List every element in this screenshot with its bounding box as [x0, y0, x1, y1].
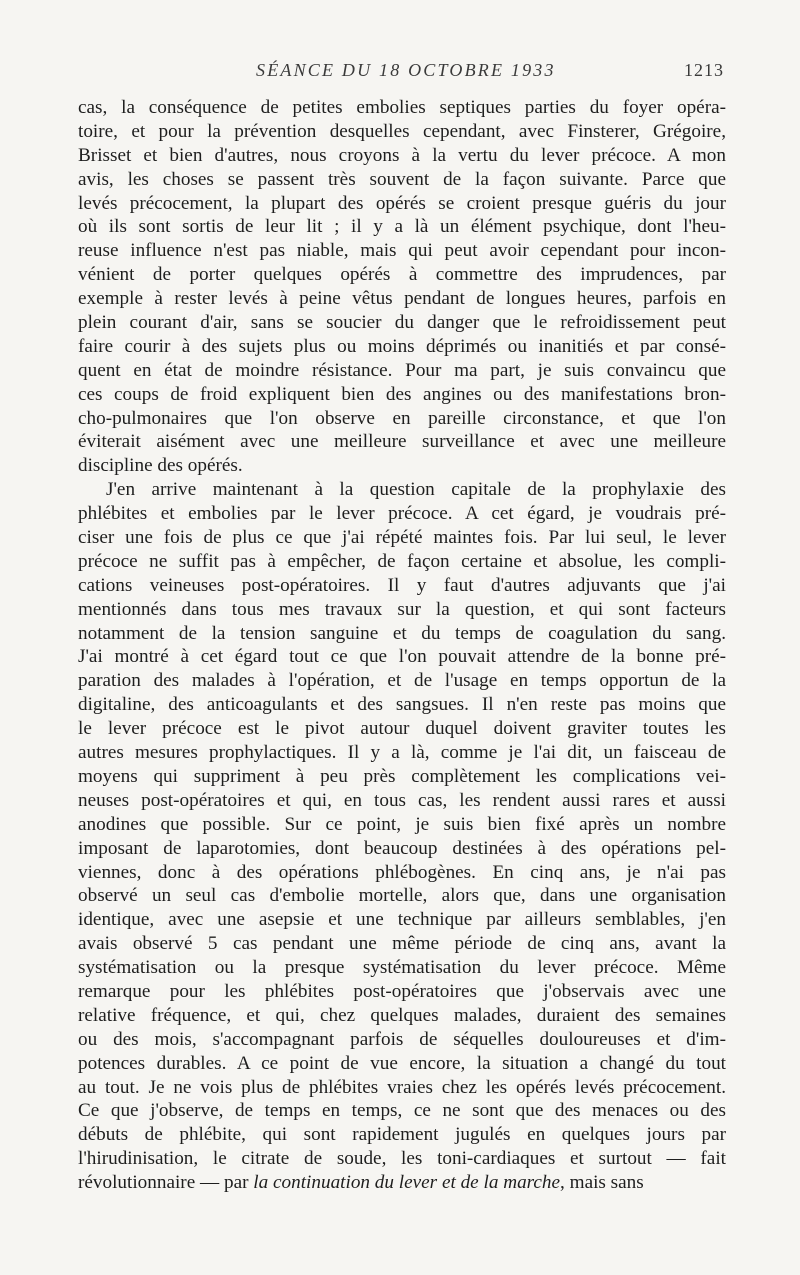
text-line: faire courir à des sujets plus ou moins déprimés ou inanitiés et par consé- — [78, 335, 726, 357]
final-line-after: , mais sans — [560, 1172, 644, 1194]
text-line: ou des mois, s'accompagnant parfois de séquelles douloureuses et d'im- — [78, 1028, 726, 1050]
body-text — [78, 96, 726, 1195]
text-line: remarque pour les phlébites post-opératoires que j'observais avec une — [78, 980, 726, 1002]
text-line: levés précocement, la plupart des opérés se croient presque guéris du jour — [78, 192, 726, 214]
italic-phrase: la continuation du lever et de la marche — [253, 1172, 561, 1194]
paragraph-2 — [78, 478, 726, 1171]
text-line: cho-pulmonaires que l'on observe en pareille circonstance, et que l'on — [78, 407, 726, 429]
text-line: J'en arrive maintenant à la question capitale de la prophylaxie des — [106, 479, 726, 501]
text-line: avais observé 5 cas pendant une même période de cinq ans, avant la — [78, 933, 726, 955]
text-line: anodines que possible. Sur ce point, je suis bien fixé après un nombre — [78, 813, 726, 835]
text-line: toire, et pour la prévention desquelles cependant, avec Finsterer, Grégoire, — [78, 120, 726, 142]
text-line: imposant de laparotomies, dont beaucoup destinées à des opérations pel- — [78, 837, 726, 859]
text-line: viennes, donc à des opérations phlébogènes. En cinq ans, je n'ai pas — [78, 861, 726, 883]
text-line: systématisation ou la presque systématisation du lever précoce. Même — [78, 957, 726, 979]
text-line: débuts de phlébite, qui sont rapidement jugulés en quelques jours par — [78, 1124, 726, 1146]
text-line: digitaline, des anticoagulants et des sangsues. Il n'en reste pas moins que — [78, 694, 726, 716]
text-line: paration des malades à l'opération, et de l'usage en temps opportun de la — [78, 670, 726, 692]
text-line: ces coups de froid expliquent bien des angines ou des manifestations bron- — [78, 383, 726, 405]
text-line: précoce ne suffit pas à empêcher, de façon certaine et absolue, les compli- — [78, 550, 726, 572]
text-line: ciser une fois de plus ce que j'ai répété maintes fois. Par lui seul, le lever — [78, 527, 726, 549]
text-line: autres mesures prophylactiques. Il y a là, comme je l'ai dit, un faisceau de — [78, 742, 726, 764]
text-line: notamment de la tension sanguine et du temps de coagulation du sang. — [78, 622, 726, 644]
text-line: au tout. Je ne vois plus de phlébites vraies chez les opérés levés précocement. — [78, 1076, 726, 1098]
text-line: mentionnés dans tous mes travaux sur la question, et qui sont facteurs — [78, 598, 726, 620]
text-line: potences durables. A ce point de vue encore, la situation a changé du tout — [78, 1052, 726, 1074]
text-line: le lever précoce est le pivot autour duquel doivent graviter toutes les — [78, 718, 726, 740]
text-line: éviterait aisément avec une meilleure surveillance et avec une meilleure — [78, 431, 726, 453]
text-line: exemple à rester levés à peine vêtus pendant de longues heures, parfois en — [78, 288, 726, 310]
text-line: relative fréquence, et qui, chez quelques malades, duraient des semaines — [78, 1004, 726, 1026]
paragraph-1 — [78, 96, 726, 478]
text-line: Brisset et bien d'autres, nous croyons à la vertu du lever précoce. A mon — [78, 144, 726, 166]
text-line: cas, la conséquence de petites embolies septiques parties du foyer opéra- — [78, 97, 726, 118]
final-line-before: révolutionnaire — par — [78, 1172, 254, 1194]
text-line: phlébites et embolies par le lever précoce. A cet égard, je voudrais pré- — [78, 503, 726, 525]
text-line: moyens qui suppriment à peu près complètement les complications vei- — [78, 765, 726, 787]
text-line: plein courant d'air, sans se soucier du danger que le refroidissement peut — [78, 312, 726, 334]
text-line: identique, avec une asepsie et une technique par ailleurs semblables, j'en — [78, 909, 726, 931]
text-line: neuses post-opératoires et qui, en tous cas, les rendent aussi rares et aussi — [78, 789, 726, 811]
page-header — [78, 60, 724, 86]
page-number: 1213 — [684, 60, 724, 80]
text-line: l'hirudinisation, le citrate de soude, les toni-cardiaques et surtout — fait — [78, 1148, 726, 1170]
text-line: cations veineuses post-opératoires. Il y faut d'autres adjuvants que j'ai — [78, 574, 726, 596]
text-line: avis, les choses se passent très souvent de la façon suivante. Parce que — [78, 168, 726, 190]
text-line: Ce que j'observe, de temps en temps, ce ne sont que des menaces ou des — [78, 1100, 726, 1122]
text-line: J'ai montré à cet égard tout ce que l'on pouvait attendre de la bonne pré- — [78, 646, 726, 668]
running-head: SÉANCE DU 18 OCTOBRE 1933 — [256, 60, 556, 80]
text-line: observé un seul cas d'embolie mortelle, alors que, dans une organisation — [78, 885, 726, 907]
text-line: vénient de porter quelques opérés à commettre des imprudences, par — [78, 264, 726, 286]
text-line: quent en état de moindre résistance. Pour ma part, je suis convaincu que — [78, 359, 726, 381]
text-line: discipline des opérés. — [78, 455, 243, 477]
text-line: où ils sont sortis de leur lit ; il y a là un élément psychique, dont l'heu- — [78, 216, 726, 238]
text-line: reuse influence n'est pas niable, mais qui peut avoir cependant pour incon- — [78, 240, 726, 262]
final-line — [78, 1171, 726, 1195]
